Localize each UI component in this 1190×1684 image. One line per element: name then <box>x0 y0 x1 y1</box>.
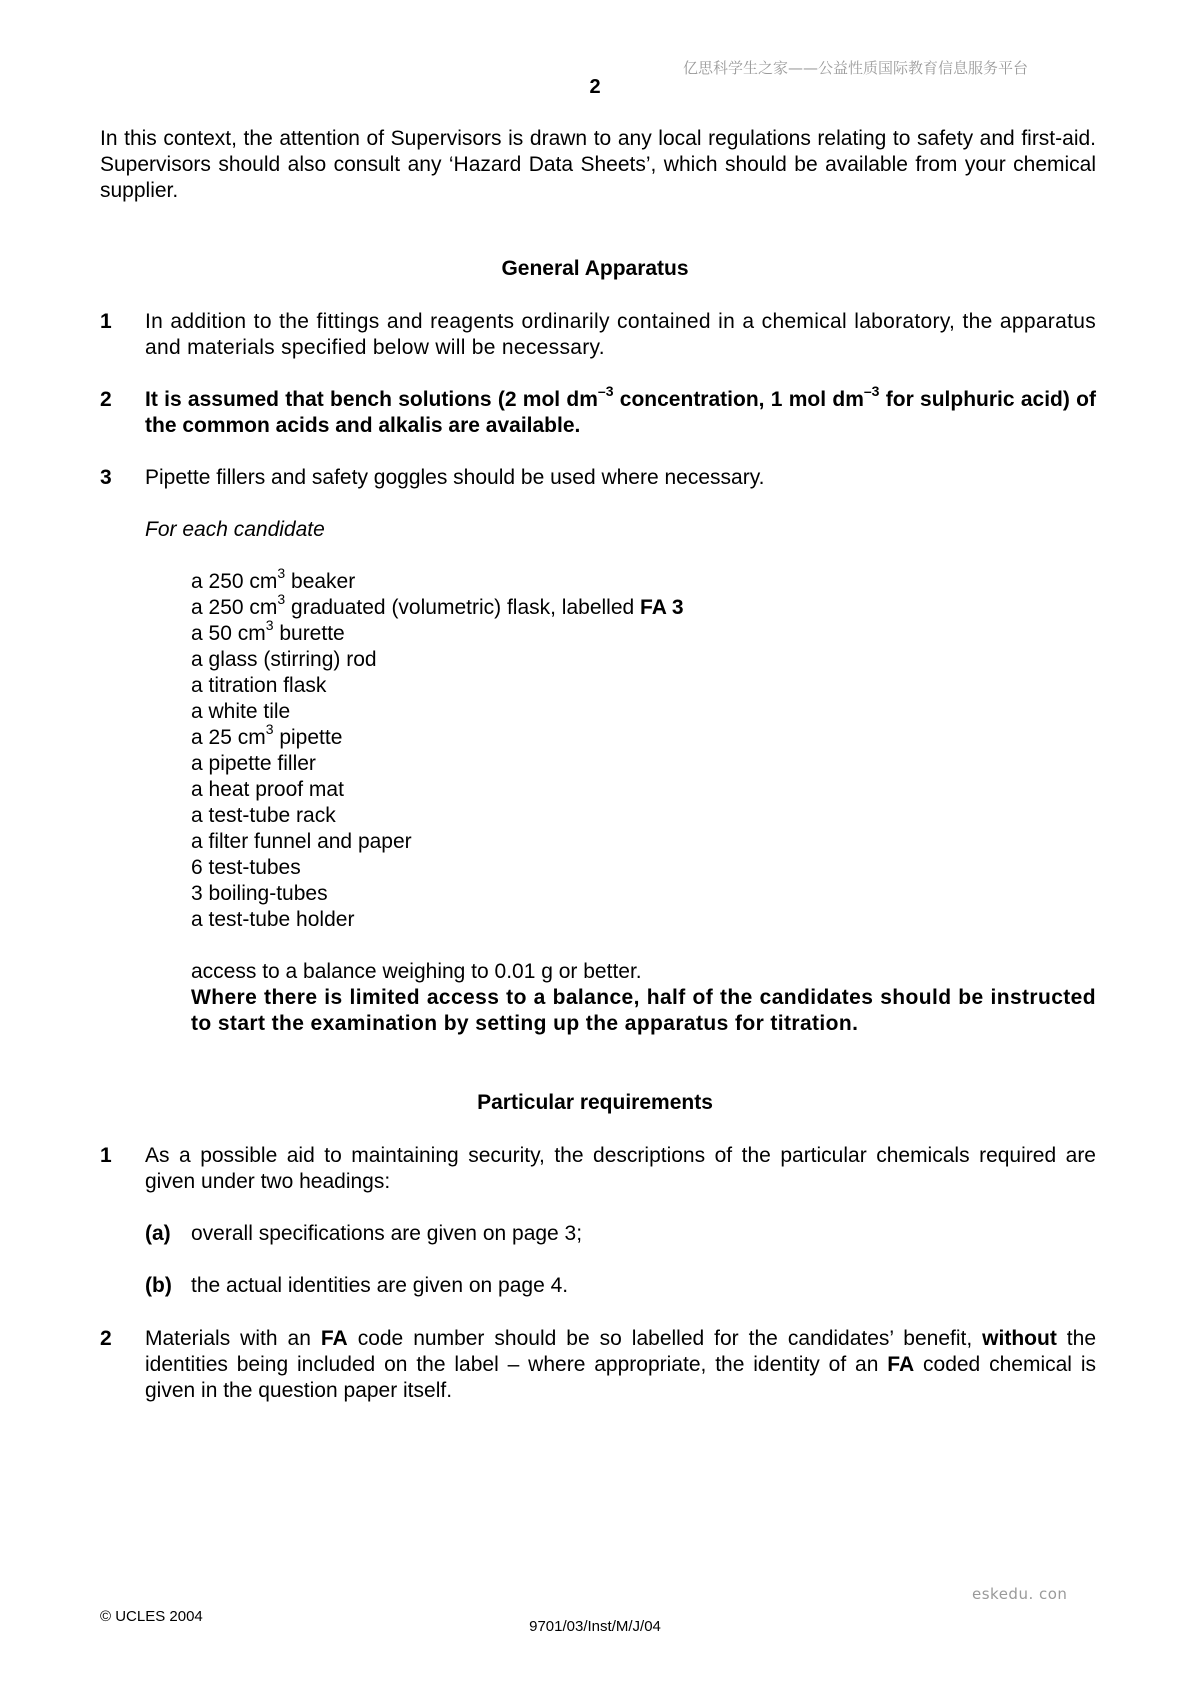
balance-note: Where there is limited access to a balance, half of the candidates should be instructed to start the examination by setting up the apparatus for titration. <box>191 986 1096 1035</box>
item-text: As a possible aid to maintaining security, the descriptions of the particular chemicals required are given under two headings: <box>145 1144 1096 1193</box>
apparatus-list-item: a test-tube rack <box>191 804 336 827</box>
item-number: 1 <box>100 310 112 333</box>
footer-code: 9701/03/Inst/M/J/04 <box>529 1618 661 1635</box>
apparatus-list-item: a 250 $cm^3$ graduated (volumetric) flask, labelled FA 3 <box>191 591 684 619</box>
item-text: Pipette fillers and safety goggles should be used where necessary. <box>145 466 765 489</box>
item-number: 2 <box>100 1327 112 1350</box>
item-text: In addition to the fittings and reagents ordinarily contained in a chemical laboratory, the apparatus and materials specified below will be necessary. <box>145 310 1096 359</box>
sub-item-text: overall specifications are given on page 3; <box>191 1222 583 1245</box>
item-number: 3 <box>100 466 112 489</box>
balance-access-text: access to a balance weighing to 0.01 g or better. <box>191 960 642 983</box>
item-number: 1 <box>100 1144 112 1167</box>
for-each-candidate-label: For each candidate <box>145 518 325 541</box>
page-number: 2 <box>589 76 601 98</box>
sub-item-label: (b) <box>145 1274 172 1297</box>
apparatus-list-item: a heat proof mat <box>191 778 344 801</box>
general-apparatus-heading: General Apparatus <box>501 257 689 280</box>
apparatus-list-item: a filter funnel and paper <box>191 830 412 853</box>
apparatus-list-item: 6 test-tubes <box>191 856 301 879</box>
labelling-note: Materials with an FA code number should be so labelled for the candidates’ benefit, without the identities being included on the label – where appropriate, the identity of an FA coded chemical is given in the question paper itself. <box>145 1327 1096 1402</box>
bench-solutions-note: It is assumed that bench solutions (2 mol $dm^{-3}$ concentration, 1 mol $dm^{-3}$ for sulphuric acid) of the common acids and alkalis are available. <box>145 383 1096 437</box>
item-number: 2 <box>100 388 112 411</box>
footer-site: eskedu. con <box>972 1585 1068 1603</box>
header-watermark: 亿思科学生之家——公益性质国际教育信息服务平台 <box>683 59 1029 77</box>
apparatus-list <box>191 565 1096 933</box>
apparatus-list-item: a titration flask <box>191 674 327 697</box>
apparatus-list-item: a 250 $cm^3$ beaker <box>191 565 356 593</box>
sub-item-text: the actual identities are given on page 4. <box>191 1274 569 1297</box>
apparatus-list-item: a pipette filler <box>191 752 316 775</box>
sub-item-label: (a) <box>145 1222 171 1245</box>
apparatus-list-item: a glass (stirring) rod <box>191 648 377 671</box>
intro-paragraph: In this context, the attention of Supervisors is drawn to any local regulations relating to safety and first-aid. Supervisors should also consult any ‘Hazard Data Sheets’, which should be available from your chemical supplier. <box>100 127 1096 202</box>
apparatus-list-item: 3 boiling-tubes <box>191 882 328 905</box>
apparatus-list-item: a 50 $cm^3$ burette <box>191 617 345 645</box>
footer-copyright: © UCLES 2004 <box>100 1608 203 1625</box>
apparatus-list-item: a 25 $cm^3$ pipette <box>191 721 343 749</box>
apparatus-list-item: a white tile <box>191 700 291 723</box>
apparatus-list-item: a test-tube holder <box>191 908 355 931</box>
particular-requirements-heading: Particular requirements <box>477 1091 713 1114</box>
